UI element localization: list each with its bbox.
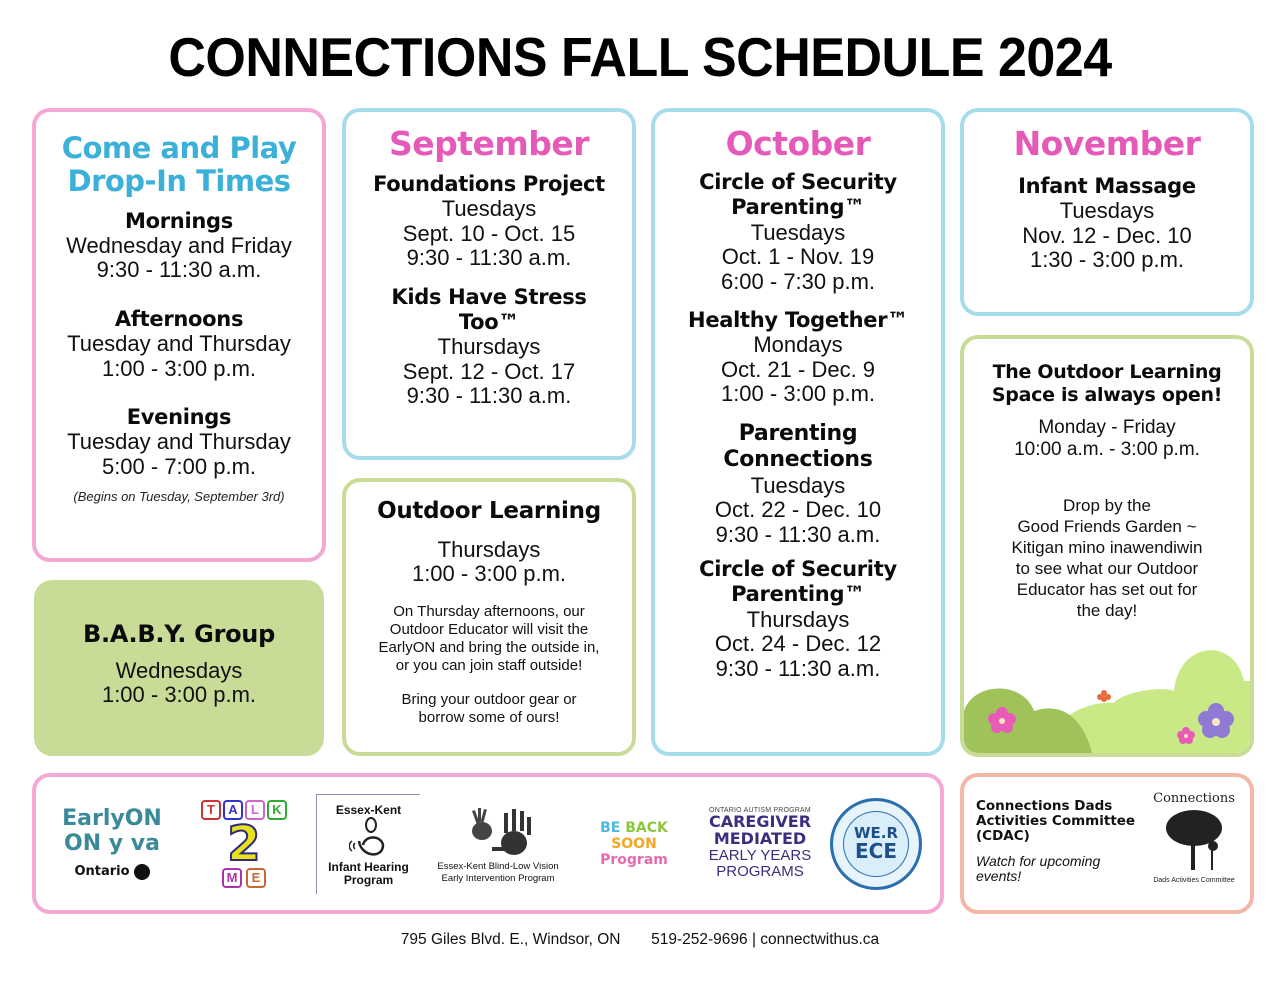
program-dates: Sept. 10 - Oct. 15 [402,220,576,246]
ontario-text: Ontario [74,864,130,880]
talk-block: A [223,800,243,820]
be-back-soon-text: BE [600,819,621,836]
program-days: Tuesdays [750,472,846,498]
be-back-soon-logo [576,820,692,868]
handprints-icon [456,803,540,861]
baby-group-title: B.A.B.Y. Group [83,620,275,648]
baby-group-days: Wednesdays [115,657,243,683]
footer-separator: | [751,931,756,948]
caregiver-text: PROGRAMS [716,862,804,880]
program-days: Thursdays [437,334,541,360]
program-days: Tuesdays [750,219,846,245]
cdac-title: (CDAC) [976,828,1030,844]
were-ece-logo [828,798,924,890]
program-name: Parenting [738,420,858,446]
session-days: Wednesday and Friday [66,232,292,258]
blind-low-vision-logo [432,803,564,885]
footer-address: 795 Giles Blvd. E., Windsor, ON [400,931,621,948]
earlyon-text: EarlyON [62,806,162,832]
talk-block: K [267,800,287,820]
month-heading-november: November [1013,124,1201,163]
cdac-tree-logo [1150,791,1238,901]
infant-hearing-text: Essex-Kent [335,802,402,817]
outdoor-space-card [960,335,1254,757]
talk-block: E [246,868,266,888]
outdoor-space-desc: to see what our Outdoor [1015,558,1199,578]
program-dates: Sept. 12 - Oct. 17 [402,358,576,384]
flower-icon [1097,690,1111,702]
outdoor-learning-days: Thursdays [437,536,541,562]
outdoor-space-title: The Outdoor Learning [992,361,1222,383]
cdac-subtitle: Watch for upcoming [976,853,1101,869]
footer-contact [0,931,1280,949]
drop-in-card [32,108,326,562]
talk-block: L [245,800,265,820]
program-time: 9:30 - 11:30 a.m. [715,655,881,681]
program-name: Parenting™ [731,195,865,220]
session-time: 9:30 - 11:30 a.m. [96,257,262,283]
infant-hearing-text: Infant Hearing [328,859,409,874]
program-dates: Oct. 21 - Dec. 9 [720,356,876,382]
outdoor-learning-desc: or you can join staff outside! [395,656,583,674]
program-time: 1:30 - 3:00 p.m. [1029,247,1185,273]
program-name: Parenting™ [731,582,865,607]
page-title: CONNECTIONS FALL SCHEDULE 2024 [168,27,1112,89]
program-dates: Oct. 1 - Nov. 19 [721,244,875,270]
outdoor-space-title: Space is always open! [991,383,1223,406]
outdoor-space-desc: Good Friends Garden ~ [1017,516,1197,536]
outdoor-space-days: Monday - Friday [1038,416,1176,438]
session-label: Evenings [126,405,232,430]
be-back-soon-text: Program [600,851,668,868]
session-time: 1:00 - 3:00 p.m. [101,355,257,381]
were-ece-text: WE.R [853,824,899,842]
partner-logos-strip [32,773,944,914]
october-card [651,108,945,756]
infant-hearing-logo [316,794,420,894]
program-days: Tuesdays [1059,198,1155,224]
program-name: Too™ [458,310,520,335]
program-days: Thursdays [746,606,850,632]
outdoor-learning-title: Outdoor Learning [377,498,601,524]
program-name: Infant Massage [1018,174,1196,199]
baby-group-card [34,580,324,756]
drop-in-heading-line1: Come and Play [61,131,297,165]
caregiver-text: EARLY YEARS [708,847,812,865]
drop-in-start-note: (Begins on Tuesday, September 3rd) [73,489,285,505]
cdac-subtitle: events! [976,868,1022,884]
program-name: Connections [723,447,873,473]
caregiver-text: ONTARIO AUTISM PROGRAM [709,807,811,815]
month-heading-october: October [725,124,871,163]
program-dates: Nov. 12 - Dec. 10 [1022,222,1192,248]
tree-icon [1159,806,1229,872]
talk-block: M [222,868,242,888]
program-time: 9:30 - 11:30 a.m. [715,521,881,547]
outdoor-space-desc: Kitigan mino inawendiwin [1011,537,1203,557]
infant-hearing-text: Program [343,873,394,887]
program-dates: Oct. 22 - Dec. 10 [714,497,882,523]
program-time: 9:30 - 11:30 a.m. [406,245,572,271]
cdac-logo-text: Dads Activities Committee [1153,877,1235,884]
ontario-trillium-icon [134,864,150,880]
outdoor-learning-desc: Outdoor Educator will visit the [389,620,589,638]
session-label: Afternoons [114,306,244,331]
drop-in-heading-line2: Drop-In Times [67,164,291,199]
outdoor-space-desc: Educator has set out for [1016,579,1198,599]
program-days: Tuesdays [441,196,537,222]
cdac-title: Activities Committee [976,813,1136,829]
garden-hills-illustration [964,641,1250,753]
september-card [342,108,636,460]
talk2me-number: 2 [227,815,261,872]
outdoor-learning-desc: EarlyON and bring the outside in, [378,638,600,656]
mother-baby-icon [349,817,389,861]
blind-low-vision-text: Early Intervention Program [441,872,555,884]
talk2me-logo [184,794,304,894]
month-heading-september: September [388,124,590,163]
program-name: Foundations Project [373,172,605,197]
program-time: 9:30 - 11:30 a.m. [406,383,572,409]
cdac-logo-text: Connections [1153,791,1235,806]
be-back-soon-text: BACK [625,819,668,836]
caregiver-text: MEDIATED [713,829,807,849]
talk-block: T [201,800,221,820]
outdoor-space-desc: Drop by the [1063,495,1151,515]
outdoor-space-time: 10:00 a.m. - 3:00 p.m. [1014,438,1200,460]
program-name: Circle of Security [699,557,897,582]
program-dates: Oct. 24 - Dec. 12 [714,631,882,657]
caregiver-text: CAREGIVER [708,812,812,832]
footer-website-link[interactable]: connectwithus.ca [760,931,880,948]
outdoor-learning-tip: borrow some of ours! [418,708,560,726]
session-label: Mornings [125,208,233,233]
earlyon-logo [52,807,172,879]
be-back-soon-text: SOON [611,835,657,852]
outdoor-learning-tip: Bring your outdoor gear or [401,690,577,708]
outdoor-learning-desc: On Thursday afternoons, our [393,602,585,620]
cdac-title: Connections Dads [976,798,1113,814]
november-card [960,108,1254,316]
baby-group-time: 1:00 - 3:00 p.m. [101,682,257,708]
outdoor-learning-time: 1:00 - 3:00 p.m. [411,561,567,587]
program-time: 6:00 - 7:30 p.m. [720,268,876,294]
program-days: Mondays [753,332,843,358]
program-name: Kids Have Stress [391,284,587,309]
session-time: 5:00 - 7:00 p.m. [101,453,257,479]
outdoor-space-desc: the day! [1076,600,1138,620]
cdac-card [960,773,1254,914]
program-name: Circle of Security [699,170,897,195]
session-days: Tuesday and Thursday [67,331,291,357]
caregiver-mediated-logo [704,807,816,879]
footer-phone[interactable]: 519-252-9696 [651,931,748,948]
program-name: Healthy Together™ [688,308,908,333]
session-days: Tuesday and Thursday [67,429,291,455]
outdoor-learning-card [342,478,636,756]
blind-low-vision-text: Essex-Kent Blind-Low Vision [437,860,559,872]
earlyon-text: ON y va [64,830,160,856]
program-time: 1:00 - 3:00 p.m. [720,381,876,407]
were-ece-text: ECE [854,839,897,863]
